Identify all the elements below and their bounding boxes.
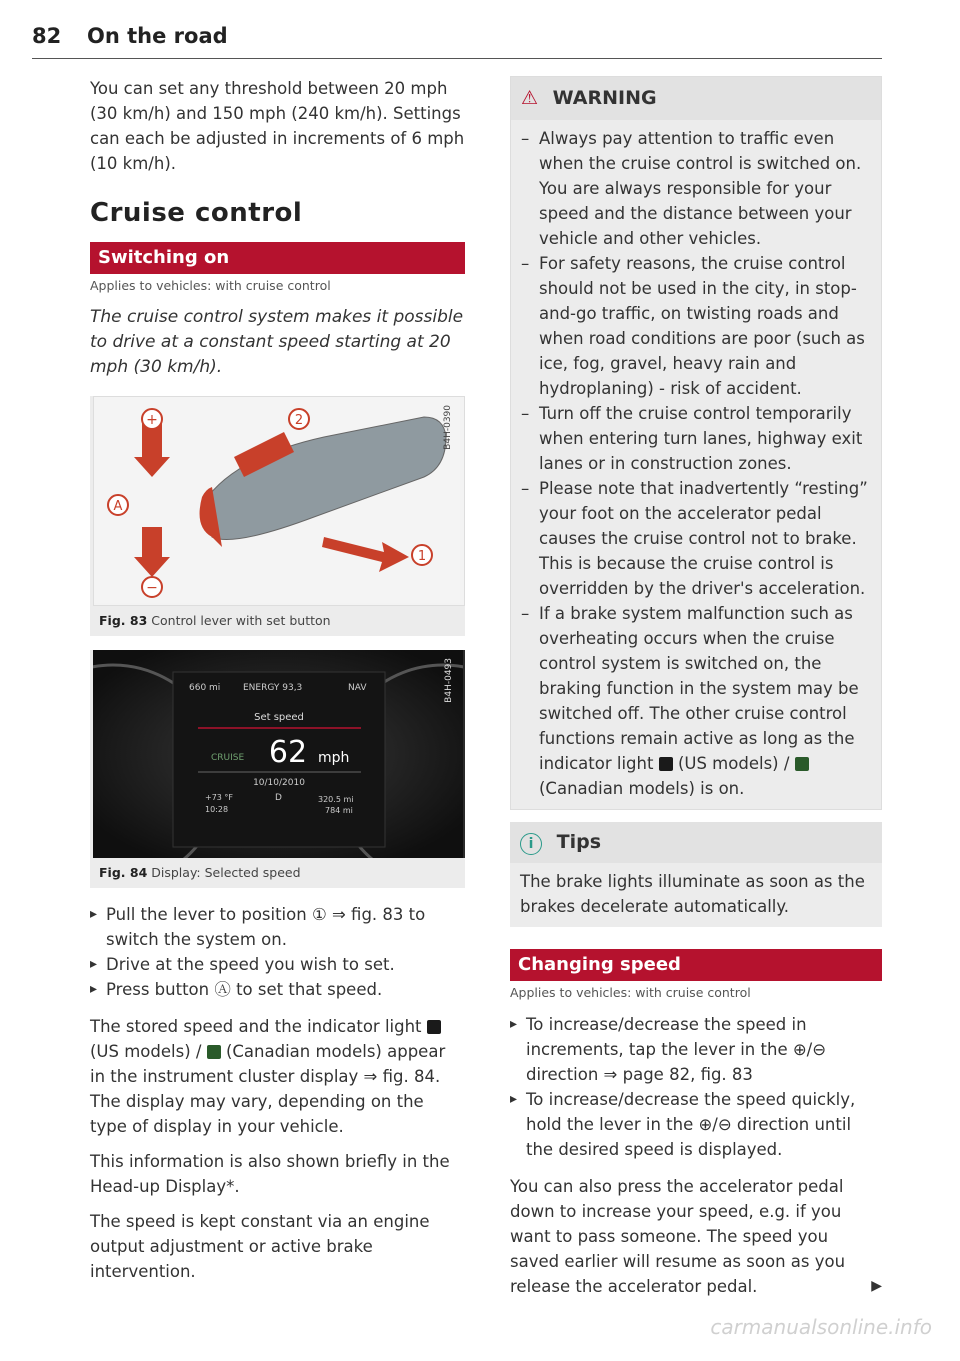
instrument-display-photo [93, 650, 465, 858]
lever-drawing [94, 397, 460, 603]
figure-83-caption-text: Control lever with set button [151, 613, 331, 628]
applies-note: Applies to vehicles: with cruise control [90, 278, 331, 293]
cruise-indicator-icon-us [659, 757, 673, 771]
position-2-marker: 2 [294, 413, 304, 428]
tips-box [510, 822, 882, 927]
right-column [510, 76, 882, 1309]
subheading-switching-on: Switching on [90, 242, 465, 274]
warning-item: – Please note that inadvertently “resting” your foot on the accelerator pedal causes the cruise control not to brake. This is because the cruise control is overridden by the driver's acceleration. [521, 476, 871, 601]
trip-readout: 320.5 mi [318, 795, 354, 804]
temperature-readout: +73 °F [205, 793, 234, 802]
heading-cruise-control: Cruise control [90, 198, 303, 228]
date-readout: 10/10/2010 [253, 778, 305, 788]
figure-84 [90, 650, 465, 888]
step-item: ▸ Drive at the speed you wish to set. [90, 952, 465, 977]
figure-83-caption [93, 606, 465, 636]
warning-item: – For safety reasons, the cruise control should not be used in the city, in stop-and-go traffic, on twisting roads and when road conditions are poor (such as ice, fog, gravel, heavy rain and hydroplaning) - risk of accident. [521, 251, 871, 401]
switch-on-steps [90, 902, 465, 1002]
left-column [90, 76, 465, 1294]
changing-speed-steps [510, 1012, 882, 1162]
button-a-marker: A [113, 499, 123, 514]
page-number: 82 [32, 24, 62, 48]
tips-body: The brake lights illuminate as soon as the brakes decelerate automatically. [520, 872, 865, 916]
figure-code: B4H-0493 [444, 658, 454, 703]
set-speed-label: Set speed [254, 712, 304, 723]
cruise-indicator-icon-us [427, 1020, 441, 1034]
applies-note: Applies to vehicles: with cruise control [510, 985, 751, 1000]
hud-paragraph: This information is also shown briefly in the Head-up Display*. [90, 1152, 450, 1196]
control-lever-illustration [93, 396, 465, 606]
gear-readout: D [275, 793, 282, 803]
energy-readout: ENERGY 93,3 [243, 683, 303, 693]
tips-heading [510, 822, 882, 863]
warning-5-text-b: (US models) / [677, 754, 790, 773]
tips-title: Tips [556, 831, 602, 853]
warning-box [510, 76, 882, 810]
position-1-marker: 1 [417, 549, 427, 564]
cruise-indicator-icon-canada [795, 757, 809, 771]
range-readout: 784 mi [325, 806, 353, 815]
accelerator-text: You can also press the accelerator pedal down to increase your speed, e.g. if you want to pass someone. The speed you saved earlier will resume as soon as you release the accelerator pedal. [510, 1177, 846, 1296]
minus-marker: − [146, 580, 158, 596]
step-item: ▸ Press button Ⓐ to set that speed. [90, 977, 465, 1002]
step-item: ▸ To increase/decrease the speed quickly, hold the lever in the ⊕/⊖ direction until the desired speed is displayed. [510, 1087, 882, 1162]
figure-code: B4H-0390 [443, 405, 453, 450]
italic-intro: The cruise control system makes it possible to drive at a constant speed starting at 20 mph (30 km/h). [90, 307, 464, 377]
step-item: ▸ To increase/decrease the speed in increments, tap the lever in the ⊕/⊖ direction ⇒ page 82, fig. 83 [510, 1012, 882, 1087]
plus-marker: + [146, 412, 158, 428]
warning-5-text-a: If a brake system malfunction such as overheating occurs when the cruise control system is switched on, the braking function in the system may be switched off. The other cruise control functions remain active as long as the indicator light [539, 604, 859, 773]
cluster-drawing [93, 650, 463, 858]
figure-84-label: Fig. 84 [99, 865, 148, 880]
accelerator-paragraph [510, 1174, 882, 1299]
warning-item [521, 601, 871, 801]
watermark: carmanualsonline.info [710, 1315, 932, 1339]
warning-item: – Turn off the cruise control temporarily when entering turn lanes, highway exit lanes or in construction zones. [521, 401, 871, 476]
cruise-indicator: CRUISE [211, 753, 245, 763]
stored-speed-paragraph [90, 1014, 465, 1139]
warning-title: WARNING [552, 87, 657, 109]
figure-84-caption-text: Display: Selected speed [151, 865, 301, 880]
odometer-readout: 660 mi [189, 683, 221, 693]
warning-heading [511, 77, 881, 120]
threshold-paragraph: You can set any threshold between 20 mph (30 km/h) and 150 mph (240 km/h). Settings can each be adjusted in increments of 6 mph (10 km/h). [90, 79, 465, 173]
cruise-indicator-icon-canada [207, 1045, 221, 1059]
stored-speed-text-a: The stored speed and the indicator light [90, 1017, 422, 1036]
warning-5-text-c: (Canadian models) is on. [539, 779, 745, 798]
figure-84-caption [93, 858, 465, 888]
warning-item: – Always pay attention to traffic even when the cruise control is switched on. You are always responsible for your speed and the distance between your vehicle and other vehicles. [521, 126, 871, 251]
continue-arrow-icon: ▶ [871, 1278, 882, 1294]
set-speed-value: 62 [268, 735, 308, 770]
stored-speed-text-b: (US models) / [90, 1042, 202, 1061]
section-title: On the road [87, 24, 228, 48]
warning-triangle-icon: ⚠ [521, 87, 539, 109]
step-item: ▸ Pull the lever to position ① ⇒ fig. 83 to switch the system on. [90, 902, 465, 952]
speed-unit: mph [318, 750, 350, 766]
stored-speed-text-c: (Canadian models) appear in the instrument cluster display ⇒ fig. 84. The display may vary, depending on the type of display in your vehicle. [90, 1042, 446, 1136]
time-readout: 10:28 [205, 805, 229, 814]
figure-83 [90, 396, 465, 636]
info-icon: i [520, 833, 542, 855]
nav-readout: NAV [348, 683, 367, 693]
constant-speed-paragraph: The speed is kept constant via an engine output adjustment or active brake intervention. [90, 1212, 430, 1281]
page-header [32, 24, 882, 59]
subheading-changing-speed: Changing speed [510, 949, 882, 981]
figure-83-label: Fig. 83 [99, 613, 148, 628]
warning-list [511, 126, 881, 801]
